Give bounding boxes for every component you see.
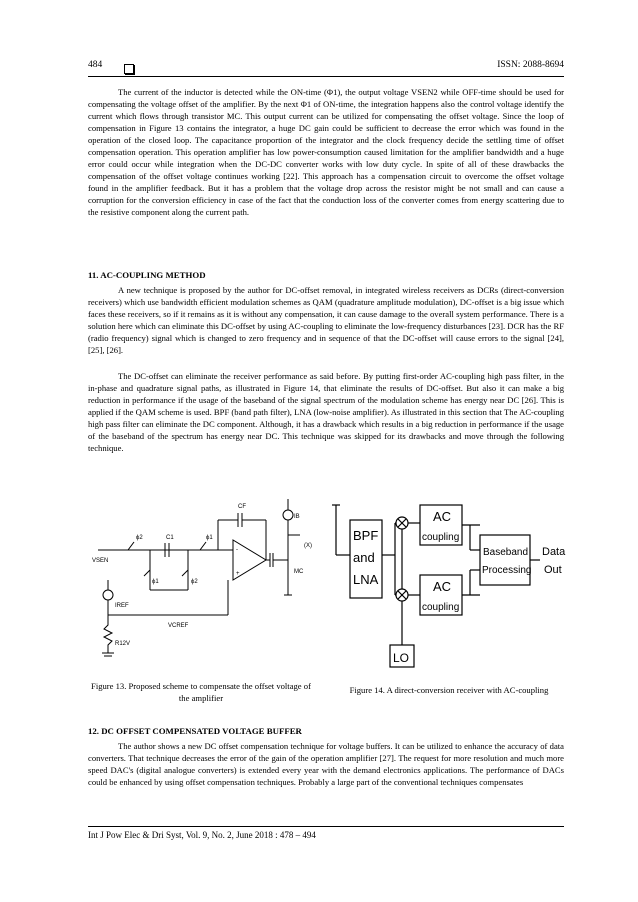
mc-label: MC <box>294 569 304 575</box>
iref-label: IREF <box>115 603 129 609</box>
footer-citation: Int J Pow Elec & Dri Syst, Vol. 9, No. 2, June 2018 : 478 – 494 <box>88 830 316 840</box>
page-number: 484 <box>88 60 103 70</box>
footer-rule <box>88 826 564 827</box>
out-label: Out <box>544 564 562 576</box>
phi1-label-bottom: ϕ1 <box>152 579 159 585</box>
data-label: Data <box>542 546 566 558</box>
section-11-title: 11. AC-COUPLING METHOD <box>88 270 206 280</box>
ac-top-label: AC <box>433 509 452 524</box>
opamp-minus-label: - <box>236 547 238 553</box>
x-node-label: (X) <box>304 543 312 549</box>
figure-14-caption: Figure 14. A direct-conversion receiver with AC-coupling <box>349 685 549 695</box>
phi2-label-top: ϕ2 <box>136 535 143 541</box>
paragraph-1: The current of the inductor is detected while the ON-time (Φ1), the output voltage VSEN2 while OFF-time should be used for compensating the voltage offset of the amplifier. By the next Φ1 of ON-time, the integration happens also the control voltage identify the current which flows through transistor MC. This output current can be utilized for compensating the offset voltage. Since the loop of compensation in Figure 13 contains the integrator, a huge DC gain could be sufficient to decrease the error which was found in the operation of the closed loop. The capacitance proportion of the integrator and the clock frequency decide the settling time of offset compensation operation. This operation amplifier has low power-consumption caused limitation for the amplifier bandwidth and a huge error could occur while integration when the DC-DC converter works with low duty cycle. In spite of all of these drawbacks the compensation of the offset voltage continues working [22]. This approach has a compensation circuit to overcome the offset voltage found in the amplifier feedback. But it has a problem that the voltage drop across the resistor might be not small and can cause a corruption for the conversion efficiency in case of the fact that the conduction loss of the converter comes from energy scattering due to the resistive component along the current path. <box>88 87 564 217</box>
vcref-label: VCREF <box>168 623 189 629</box>
coupling-bottom-label: coupling <box>422 602 460 613</box>
phi1-label-top: ϕ1 <box>206 535 213 541</box>
and-label: and <box>353 550 375 565</box>
header-rule <box>88 76 564 77</box>
cf-label: CF <box>238 504 246 510</box>
ib-label: IB <box>294 514 300 520</box>
lna-label: LNA <box>353 572 379 587</box>
r12v-label: R12V <box>115 641 131 647</box>
bpf-label: BPF <box>353 528 379 543</box>
phi2-label-bottom: ϕ2 <box>191 579 198 585</box>
coupling-top-label: coupling <box>422 532 460 543</box>
baseband-label: Baseband <box>483 547 529 558</box>
figure-13-schematic <box>88 495 316 675</box>
paragraph-3: The DC-offset can eliminate the receiver performance as said before. By putting first-order AC-coupling high pass filter, in the in-phase and quadrature signal paths, as illustrated in Figure 14, that eliminate the results of DC-offset. But also it can make a big reduction in performance if the usage of the baseband of the signal spectrum of the modulation scheme has energy near DC [26]. This is applied if the QAM scheme is used. BPF (band path filter), LNA (low-noise amplifier). As illustrated in this section that The AC-coupling high pass filter can eliminate the DC component. Although, it has a drawback which results in a big reduction in performance if the usage of the baseband of the spectrum has energy near DC. This technique was skipped for its drawbacks and move through the following technique. <box>88 371 564 453</box>
c1-label: C1 <box>166 535 174 541</box>
figure-13-caption: Figure 13. Proposed scheme to compensate the offset voltage of the amplifier <box>91 681 311 703</box>
paragraph-4: The author shows a new DC offset compensation technique for voltage buffers. It can be utilized to enhance the accuracy of data converters. That technique decreases the error of the gain of the operation amplifier [27]. The request for more resolution and much more speed DAC's (digital analogue converters) is extended every year with the demand electronics applications. The performance of DACs could be enhanced by using offset compensation techniques. Probably a large part of the conventional techniques compensates <box>88 741 564 787</box>
issn: ISSN: 2088-8694 <box>497 60 564 70</box>
lo-label: LO <box>393 651 410 665</box>
figure-14-block-diagram <box>330 495 570 675</box>
ac-bottom-label: AC <box>433 579 452 594</box>
vsen-label: VSEN <box>92 558 109 564</box>
processing-label: Processing <box>482 565 532 576</box>
paragraph-2: A new technique is proposed by the author for DC-offset removal, in integrated wireless receivers as DCRs (direct-conversion receivers) which use bandwidth efficient modulation schemes as QAM (quadrature amplitude modulation), DC-offset is a big issue which faces these receivers, so if it remains as it is without any compensation, it can cause damage to the overall system performance. There is a solution here which can eliminate this DC-offset by using AC-coupling to eliminate the low-frequency disturbances [23]. DCR has the RF (radio frequency) signal which is changed to zero frequency and in sequence of that the DC-offset will cause errors to the signal [24], [25], [26]. <box>88 285 564 355</box>
opamp-plus-label: + <box>236 571 240 577</box>
section-12-title: 12. DC OFFSET COMPENSATED VOLTAGE BUFFER <box>88 726 302 736</box>
